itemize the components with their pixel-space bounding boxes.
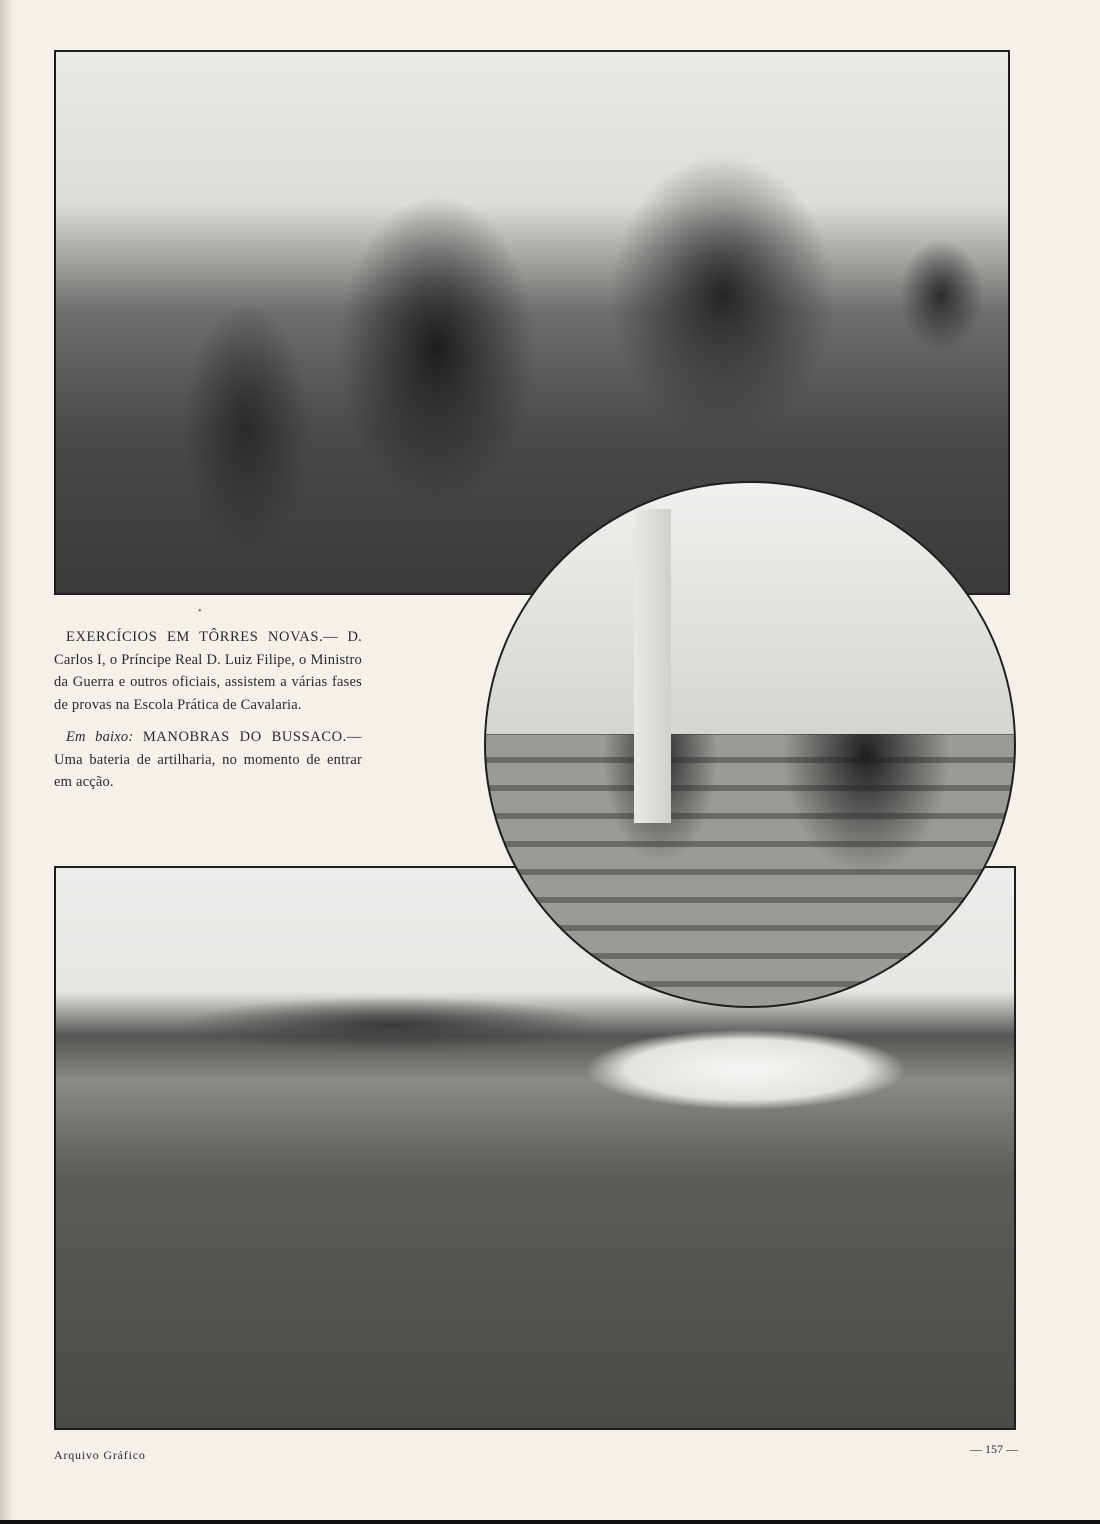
footer-publication: Arquivo Gráfico <box>54 1448 146 1462</box>
footer-page-number: — 157 — <box>970 1442 1018 1456</box>
caption-first <box>54 626 362 716</box>
scan-edge <box>0 1520 1100 1524</box>
caption-second <box>54 726 362 794</box>
caption-second-body: Uma bateria de artilharia, no momento de entrar em acção. <box>54 751 362 790</box>
medallion-sky <box>486 483 1014 734</box>
medallion-wall <box>634 509 671 823</box>
printer-mark: • <box>198 606 202 617</box>
caption-heading: EXERCÍCIOS EM TÔRRES NOVAS.— <box>66 629 339 645</box>
caption-body: D. Carlos I, o Príncipe Real D. Luiz Filipe, o Ministro da Guerra e outros oficiais, assistem a várias fases de provas na Escola Prática de Cavalaria. <box>54 629 362 713</box>
photo-medallion-staircase <box>484 481 1016 1008</box>
page-gutter-shadow <box>0 0 14 1524</box>
caption-second-lead: Em baixo: <box>66 729 134 745</box>
caption-block <box>54 626 362 804</box>
caption-second-heading: MANOBRAS DO BUSSACO.— <box>142 729 362 745</box>
